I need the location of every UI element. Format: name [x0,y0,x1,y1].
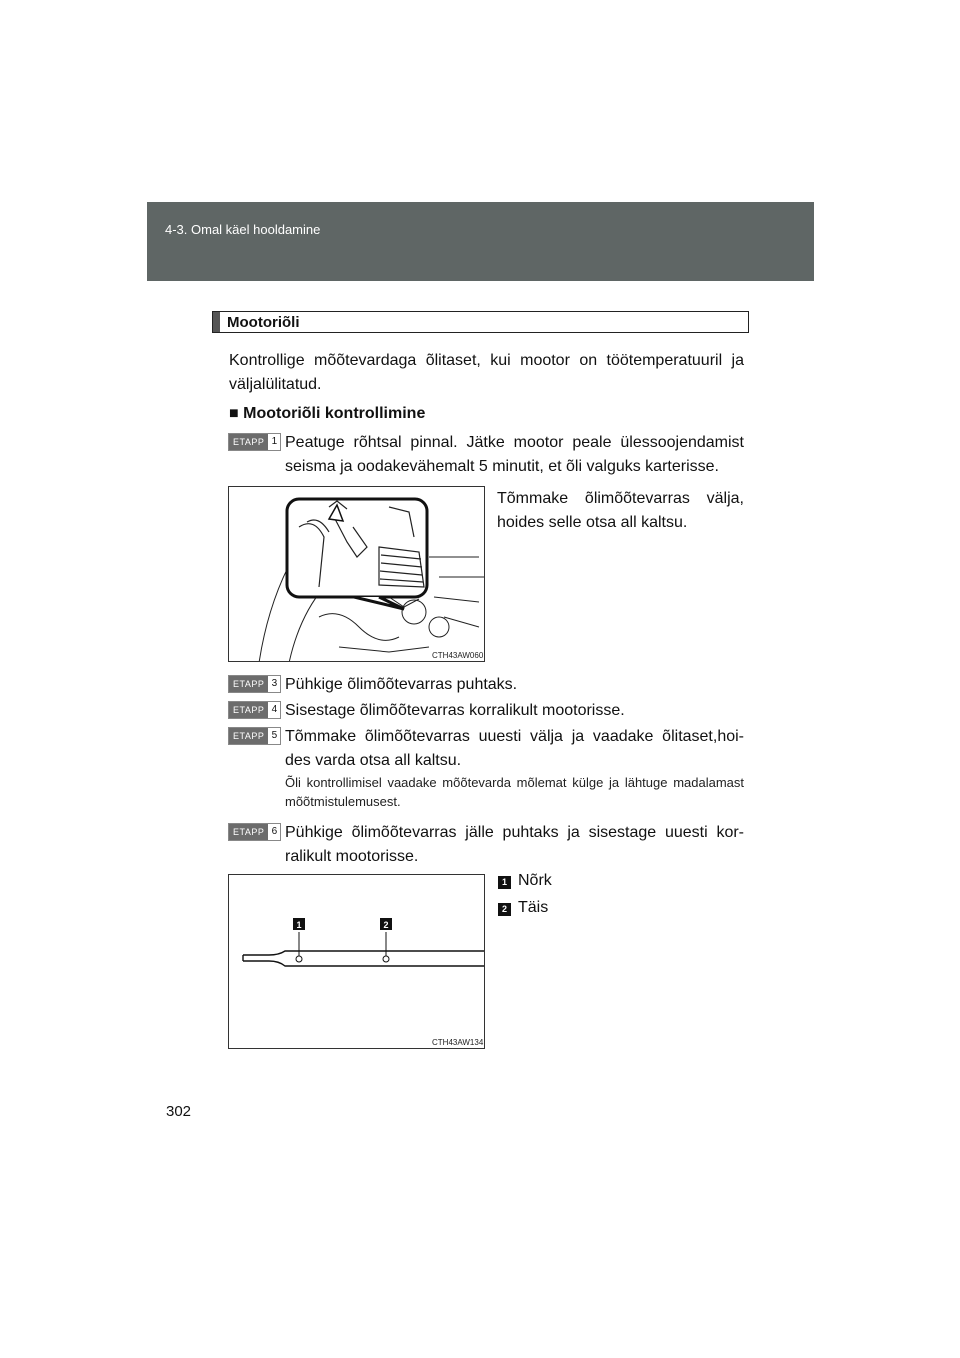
bullet-square: ■ [229,405,239,422]
step-5-note: Õli kontrollimisel vaadake mõõtevarda mõlemat külge ja lähtuge madalamast mõõtmistulemusest. [285,775,744,809]
step-badge-6 [228,823,281,841]
step-5-text: Tõmmake õlimõõtevarras uuesti välja ja vaadake õlitaset,hoi- des varda otsa all kaltsu. [285,728,744,769]
dipstick-illustration [228,874,485,1049]
step-4-text: Sisestage õlimõõtevarras korralikult mootorisse. [285,702,625,719]
step-label: ETAPP [229,676,268,692]
legend-badge-2: 2 [498,903,511,916]
section-heading [212,311,749,333]
chapter-title: 4-3. Omal käel hooldamine [165,222,321,237]
step-badge-4 [228,701,281,719]
section-title: Mootoriõli [227,314,300,331]
step-6-text: Pühkige õlimõõtevarras jälle puhtaks ja sisestage uuesti kor- ralikult mootorisse. [285,824,744,865]
step-badge-5 [228,727,281,745]
step-3-text: Pühkige õlimõõtevarras puhtaks. [285,676,518,693]
dipstick-marker-2: 2 [383,920,389,930]
step-number: 6 [271,826,278,837]
step-1-text: Peatuge rõhtsal pinnal. Jätke mootor peale ülessoojendamist seisma ja oodakevähemalt 5 minutit, et õli valguks karterisse. [285,434,744,475]
subsection-heading [229,405,425,423]
step-label: ETAPP [229,728,268,744]
step-label: ETAPP [229,824,268,840]
chapter-header [147,202,814,281]
legend-badge-1: 1 [498,876,511,889]
page-number: 302 [166,1103,192,1120]
dipstick-figure-code: CTH43AW134 [432,1038,484,1047]
step-number: 3 [271,678,278,689]
legend-label-2: Täis [518,899,549,916]
step-number: 5 [271,730,278,741]
step-number: 4 [271,704,278,715]
engine-figure-code: CTH43AW060 [432,651,484,660]
legend-label-1: Nõrk [518,872,552,889]
step-label: ETAPP [229,702,268,718]
section-bar [213,312,220,332]
step-badge-1 [228,433,281,451]
step-badge-3 [228,675,281,693]
dipstick-marker-1: 1 [296,920,302,930]
step-2-text: Tõmmake õlimõõtevarras välja, hoides selle otsa all kaltsu. [497,490,744,531]
dipstick-drawing [229,875,485,1049]
engine-drawing [229,487,485,662]
engine-illustration [228,486,485,662]
step-number: 1 [271,436,278,447]
step-label: ETAPP [229,434,268,450]
subsection-title: Mootoriõli kontrollimine [243,405,426,422]
intro-paragraph: Kontrollige mõõtevardaga õlitaset, kui mootor on töötemperatuuril ja väljalülitatud. [229,352,744,393]
